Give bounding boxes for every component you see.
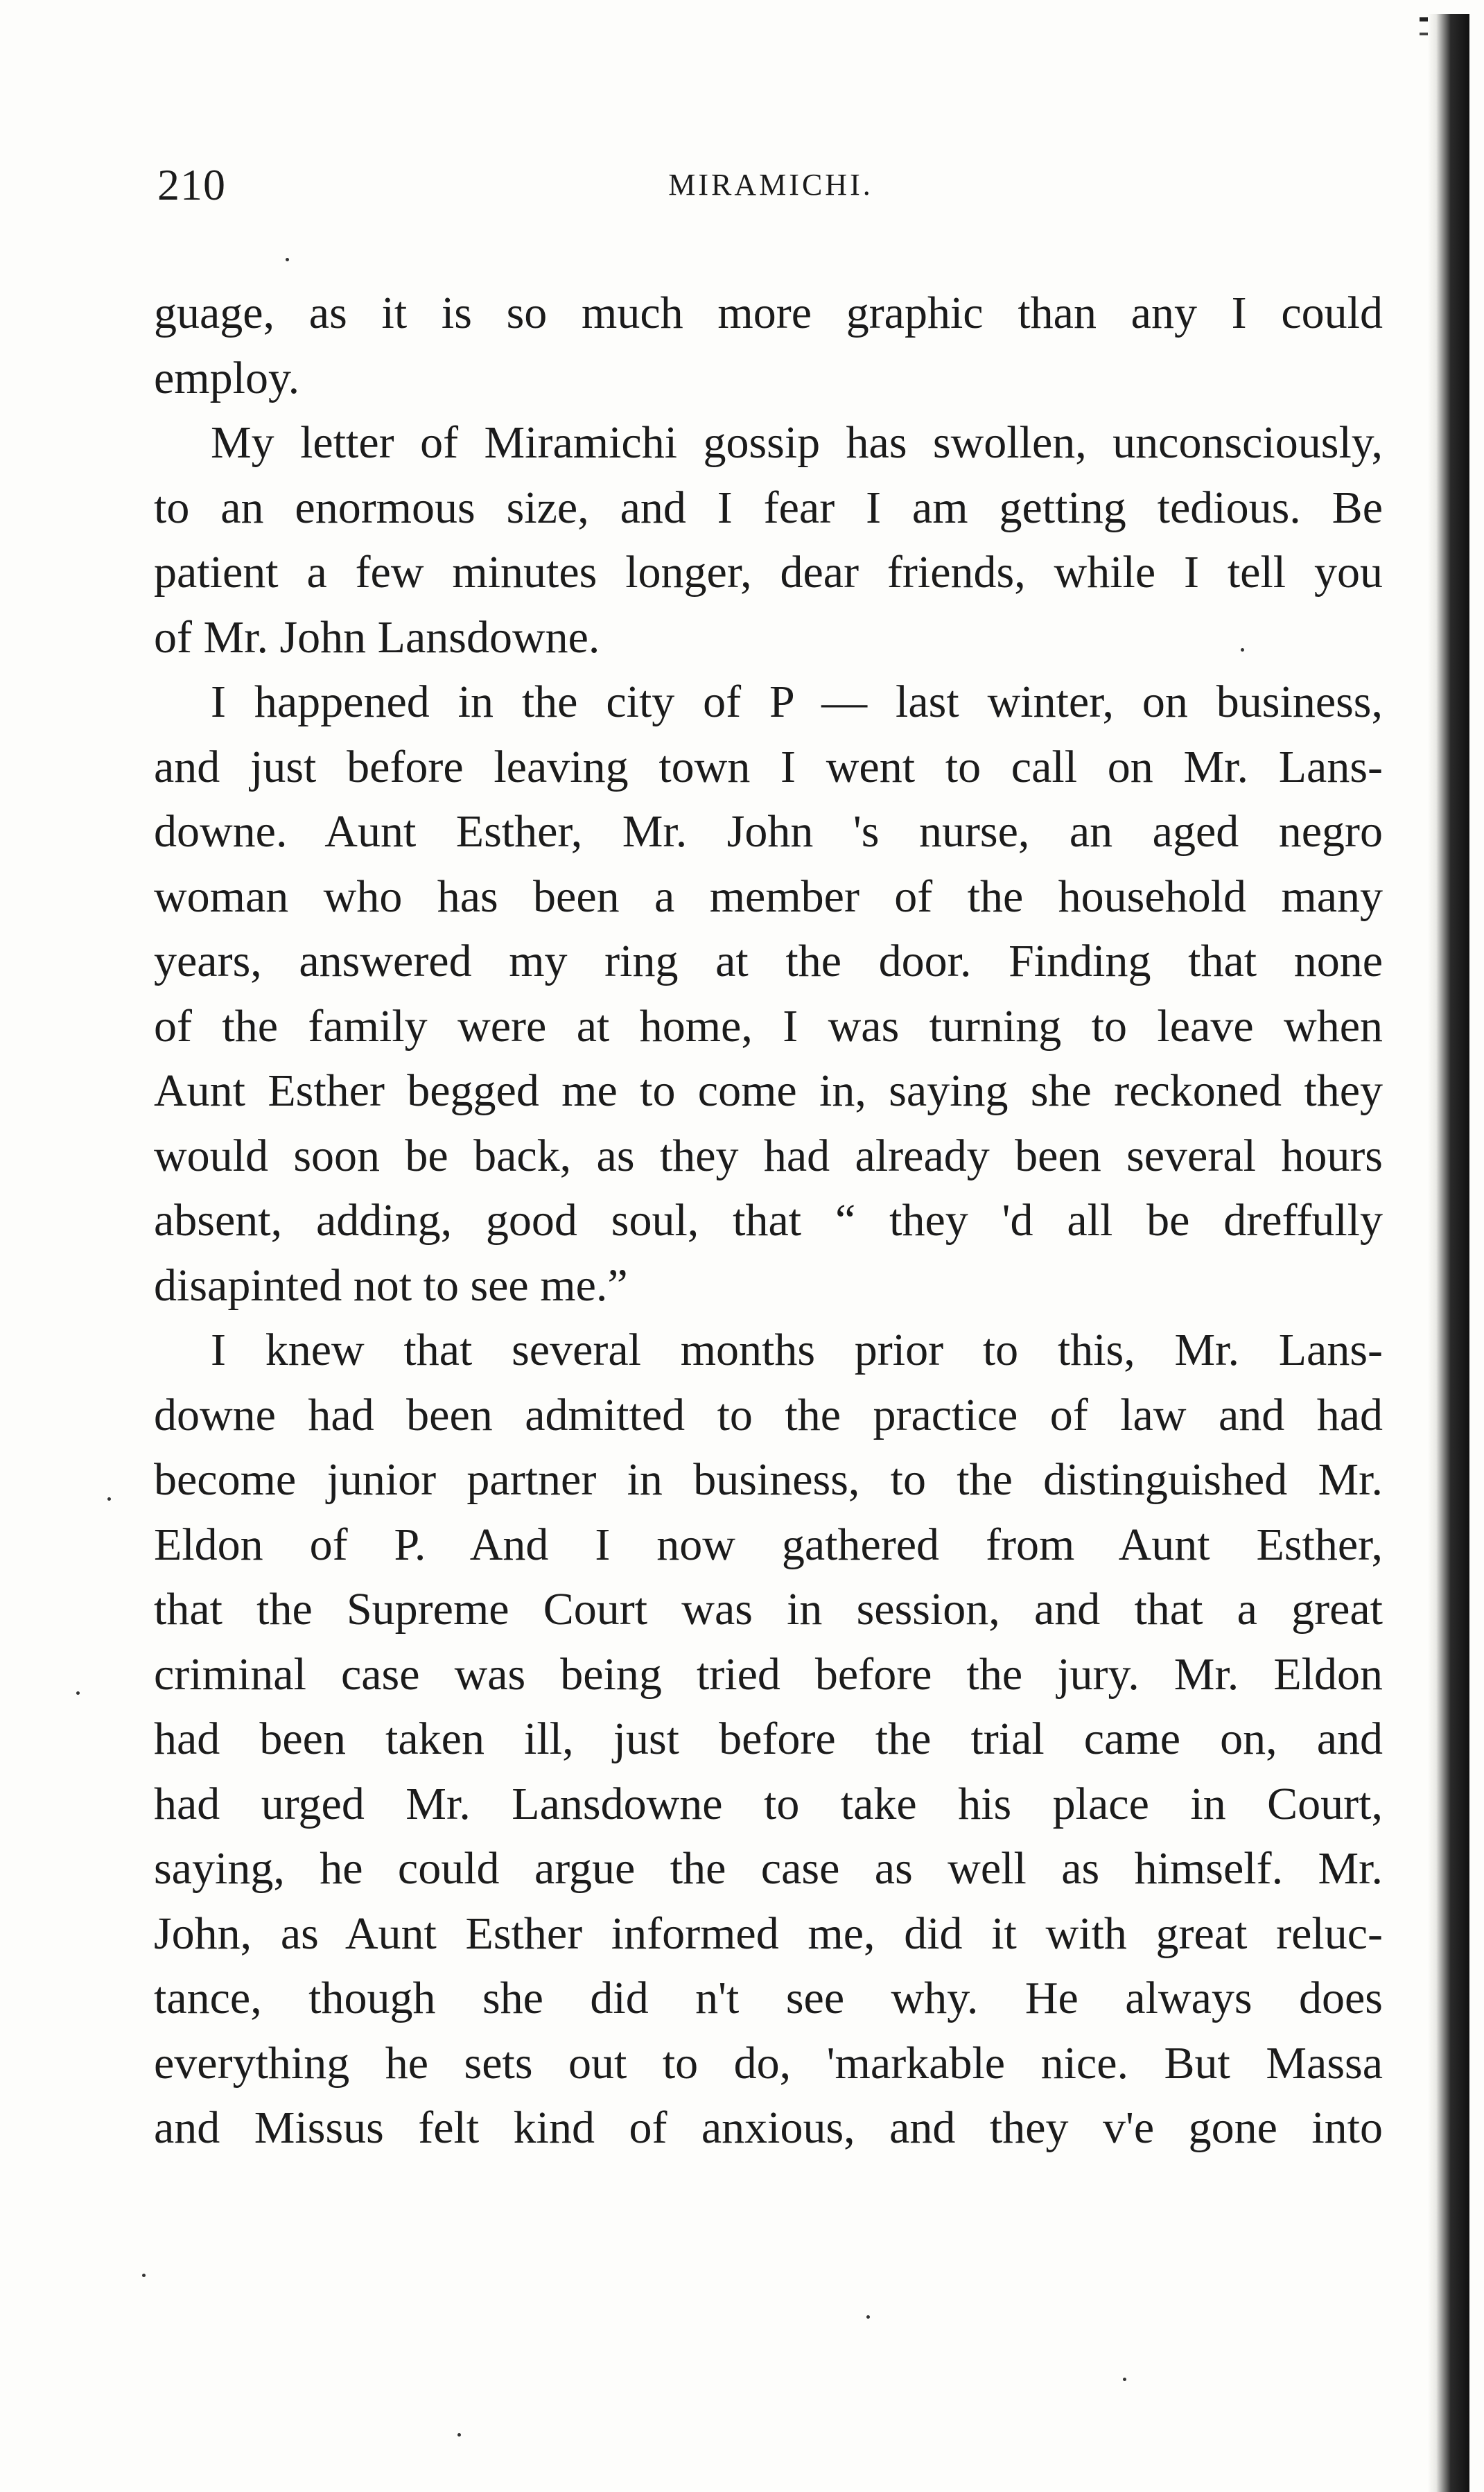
- text-line: criminal case was being tried before the jury. Mr. Eldon: [154, 1648, 1383, 1700]
- text-line: everything he sets out to do, 'markable nice. But Massa: [154, 2037, 1383, 2089]
- text-line: downe. Aunt Esther, Mr. John 's nurse, an aged negro: [154, 806, 1383, 857]
- text-line: had urged Mr. Lansdowne to take his place in Court,: [154, 1778, 1383, 1829]
- text-line: become junior partner in business, to the distinguished Mr.: [154, 1454, 1383, 1505]
- text-line: and just before leaving town I went to call on Mr. Lans-: [154, 741, 1383, 792]
- text-line: I knew that several months prior to this, Mr. Lans-: [211, 1325, 1383, 1375]
- paper-speck: [1123, 2378, 1126, 2381]
- text-line: absent, adding, good soul, that “ they 'd all be dreffully: [154, 1195, 1383, 1246]
- text-line: My letter of Miramichi gossip has swollen, unconsciously,: [211, 417, 1383, 468]
- text-line: patient a few minutes longer, dear friends, while I tell you: [154, 547, 1383, 598]
- text-line: had been taken ill, just before the trial came on, and: [154, 1714, 1383, 1764]
- body-text: [154, 281, 1383, 2161]
- paper-speck: [142, 2274, 146, 2277]
- text-line: and Missus felt kind of anxious, and they v'e gone into: [154, 2102, 1383, 2153]
- text-line: woman who has been a member of the household many: [154, 871, 1383, 922]
- text-line: tance, though she did n't see why. He always does: [154, 1973, 1383, 2023]
- paper-speck: [866, 2315, 870, 2319]
- text-line: I happened in the city of P — last winter, on business,: [211, 677, 1383, 727]
- running-title: MIRAMICHI.: [668, 168, 873, 202]
- text-line: of Mr. John Lansdowne.: [154, 611, 600, 663]
- text-line: would soon be back, as they had already been several hours: [154, 1130, 1383, 1181]
- text-line: years, answered my ring at the door. Finding that none: [154, 936, 1383, 986]
- paper-speck: [286, 258, 289, 261]
- binding-edge: [1428, 14, 1469, 2492]
- paper-speck: [457, 2433, 461, 2437]
- paper-speck: [1241, 648, 1244, 652]
- text-line: Aunt Esther begged me to come in, saying she reckoned they: [154, 1065, 1383, 1116]
- text-line: Eldon of P. And I now gathered from Aunt Esther,: [154, 1519, 1383, 1570]
- text-line: of the family were at home, I was turning to leave when: [154, 1000, 1383, 1052]
- text-line: John, as Aunt Esther informed me, did it with great reluc-: [154, 1908, 1383, 1959]
- text-line: saying, he could argue the case as well as himself. Mr.: [154, 1843, 1383, 1894]
- text-line: guage, as it is so much more graphic than any I could: [154, 288, 1383, 338]
- page-number: 210: [157, 160, 226, 209]
- running-head: [157, 154, 1384, 216]
- paper-speck: [76, 1691, 80, 1695]
- text-line: that the Supreme Court was in session, and that a great: [154, 1584, 1383, 1635]
- paper-speck: [107, 1497, 111, 1501]
- text-line: employ.: [154, 352, 300, 403]
- text-line: to an enormous size, and I fear I am getting tedious. Be: [154, 482, 1383, 533]
- text-line: disapinted not to see me.”: [154, 1260, 628, 1311]
- text-line: downe had been admitted to the practice of law and had: [154, 1389, 1383, 1440]
